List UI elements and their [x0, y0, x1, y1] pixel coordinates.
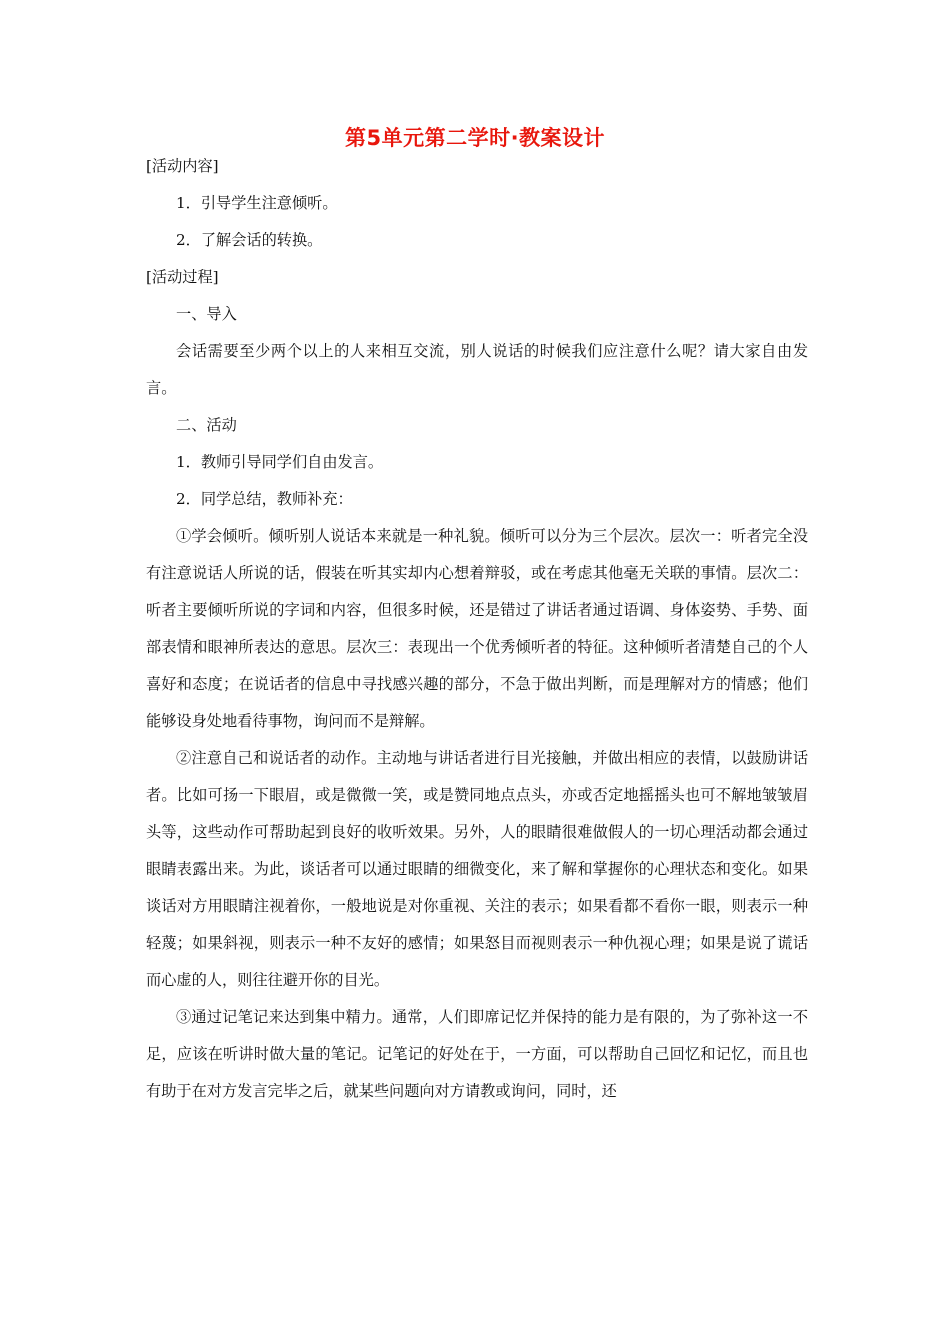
intro-paragraph: 会话需要至少两个以上的人来相互交流，别人说话的时候我们应注意什么呢？请大家自由发言。 [146, 342, 808, 397]
content-item-2: 2．了解会话的转换。 [176, 231, 323, 249]
activity-item-1: 1．教师引导同学们自由发言。 [176, 453, 384, 471]
point-1-paragraph: ①学会倾听。倾听别人说话本来就是一种礼貌。倾听可以分为三个层次。层次一：听者完全没有注意说话人所说的话，假装在听其实却内心想着辩驳，或在考虑其他毫无关联的事情。层次二：听者主要倾听所说的字词和内容，但很多时候，还是错过了讲话者通过语调、身体姿势、手势、面部表情和眼神所表达的意思。层次三：表现出一个优秀倾听者的特征。这种倾听者清楚自己的个人喜好和态度；在说话者的信息中寻找感兴趣的部分，不急于做出判断，而是理解对方的情感；他们能够设身处地看待事物，询问而不是辩解。 [146, 527, 808, 730]
document-title: 第5单元第二学时·教案设计 [344, 126, 606, 150]
point-3-paragraph: ③通过记笔记来达到集中精力。通常，人们即席记忆并保持的能力是有限的，为了弥补这一不足，应该在听讲时做大量的笔记。记笔记的好处在于，一方面，可以帮助自己回忆和记忆，而且也有助于在对方发言完毕之后，就某些问题向对方请教或询问，同时，还 [146, 1008, 808, 1100]
content-item-1: 1．引导学生注意倾听。 [176, 194, 338, 212]
activity-heading: 二、活动 [176, 416, 237, 434]
activity-item-2: 2．同学总结，教师补充： [176, 490, 353, 508]
content-heading: [活动内容] [146, 157, 219, 175]
document-body [146, 148, 808, 1110]
point-2-paragraph: ②注意自己和说话者的动作。主动地与讲话者进行目光接触，并做出相应的表情，以鼓励讲话者。比如可扬一下眼眉，或是微微一笑，或是赞同地点点头，亦或否定地摇摇头也可不解地皱皱眉头等，这些动作可帮助起到良好的收听效果。另外，人的眼睛很难做假人的一切心理活动都会通过眼睛表露出来。为此，谈话者可以通过眼睛的细微变化，来了解和掌握你的心理状态和变化。如果谈话对方用眼睛注视着你，一般地说是对你重视、关注的表示；如果看都不看你一眼，则表示一种轻蔑；如果斜视，则表示一种不友好的感情；如果怒目而视则表示一种仇视心理；如果是说了谎话而心虚的人，则往往避开你的目光。 [146, 749, 808, 989]
process-heading: [活动过程] [146, 268, 219, 286]
intro-heading: 一、导入 [176, 305, 237, 323]
